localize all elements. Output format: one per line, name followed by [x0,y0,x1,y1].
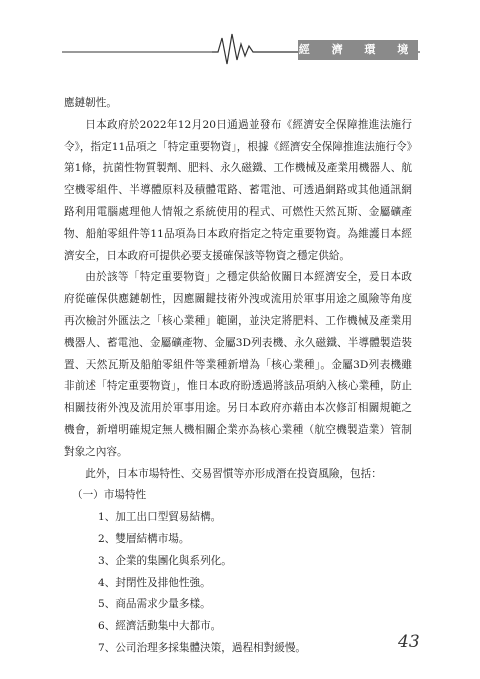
list-item: 5、商品需求少量多樣。 [98,598,211,611]
list-item: 6、經濟活動集中大都市。 [98,620,222,633]
paragraph: 此外，日本市場特性、交易習慣等亦形成潛在投資風險，包括： [85,467,382,480]
list-item: 3、企業的集團化與系列化。 [98,554,232,567]
paragraph: 日本政府於2022年12月20日通過並發布《經濟安全保障推進法施行令》，指定11品項之「特定重要物資」，根據《經濟安全保障推進法施行令》第1條，抗菌性物質製劑、肥料、永久磁鐵、工作機械及產業用機器人、航空機零組件、半導體原料及積體電路、蓄電池、可透過網路或其他通訊網路利用電腦處理他人情報之系統使用的程式、可燃性天然瓦斯、金屬礦產物、船舶零組件等11品項為日本政府指定之特定重要物資。為維護日本經濟安全，日本政府可提供必要支援確保該等物資之穩定供給。 [64,118,412,262]
list-item: 2、雙層結構市場。 [98,532,190,545]
market-characteristics-list [64,507,412,660]
page-number: 43 [398,632,420,652]
page-header [0,0,480,70]
subsection-heading: （一）市場特性 [72,489,147,502]
list-item: 4、封閉性及排他性強。 [98,576,211,589]
paragraph: 由於該等「特定重要物資」之穩定供給攸關日本經濟安全，爰日本政府從確保供應鏈韌性，因應關鍵技術外洩或流用於軍事用途之風險等角度再次檢討外匯法之「核心業種」範圍，並決定將肥料、工作機械及產業用機器人、蓄電池、金屬礦產物、金屬3D列表機、永久磁鐵、半導體製造裝置、天然瓦斯及船舶零組件等業種新增為「核心業種」。金屬3D列表機雖非前述「特定重要物資」，惟日本政府盼透過將該品項納入核心業種，防止相關技術外洩及流用於軍事用途。另日本政府亦藉由本次修訂相關規範之機會，新增明確規定無人機相關企業亦為核心業種（航空機製造業）管制對象之內容。 [64,271,412,458]
list-item: 1、加工出口型貿易結構。 [98,511,222,524]
list-item: 7、公司治理多採集體決策，過程相對緩慢。 [98,641,307,654]
paragraph-continued: 應鏈韌性。 [64,97,117,109]
section-title-tab: 經 濟 環 境 [298,40,418,60]
body-text [64,93,412,660]
